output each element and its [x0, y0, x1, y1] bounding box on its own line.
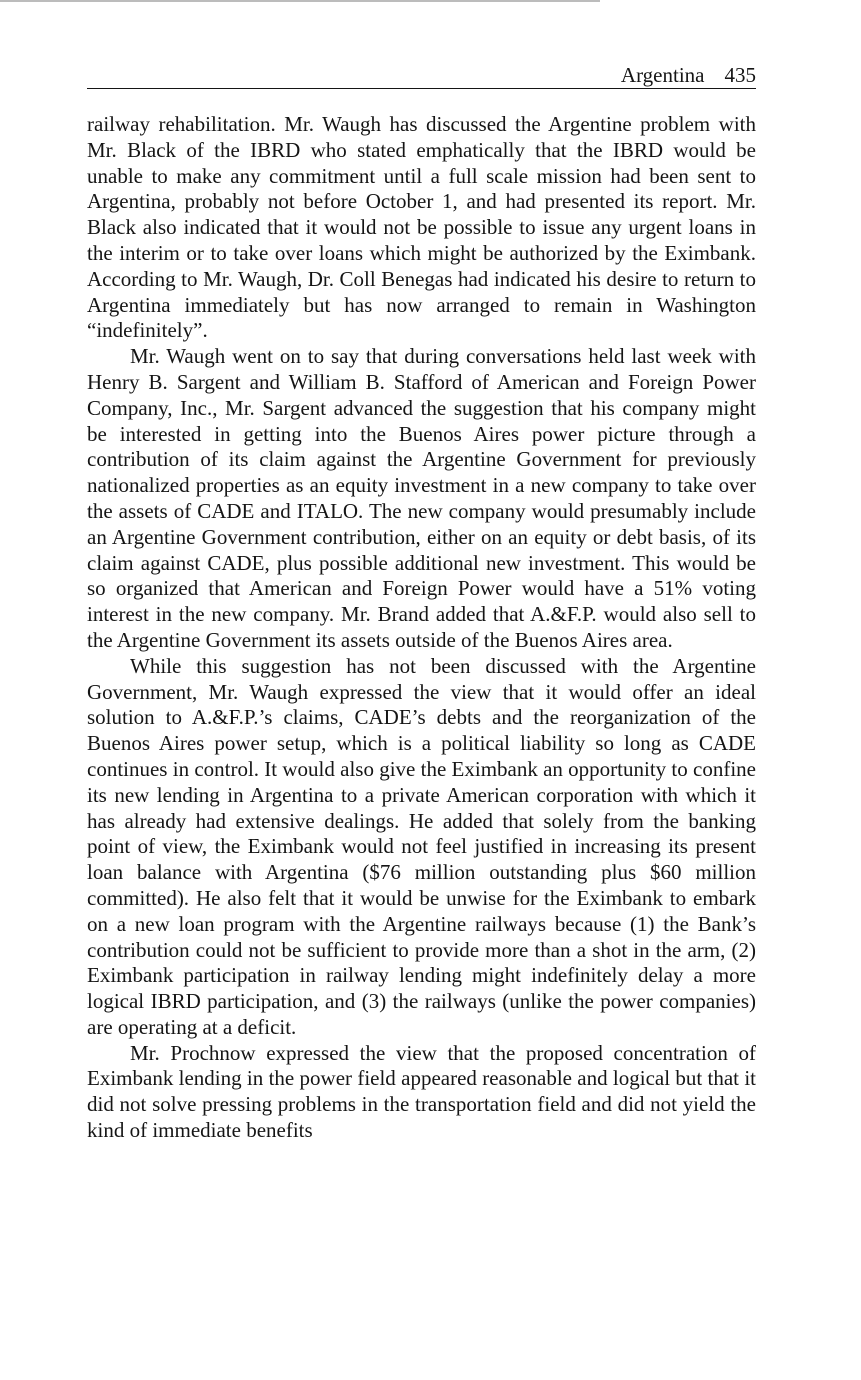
paragraph-3: While this suggestion has not been discussed with the Argentine Government, Mr. Waugh expressed the view that it would offer an ideal solution to A.&F.P.’s claims, CADE’s debts and the reorganization of the Buenos Aires power setup, which is a political liability so long as CADE continues in control. It would also give the Eximbank an opportunity to confine its new lending in Argentina to a private American corporation with which it has already had extensive dealings. He added that solely from the banking point of view, the Eximbank would not feel justified in increasing its present loan balance with Argentina ($76 million outstanding plus $60 million committed). He also felt that it would be unwise for the Eximbank to embark on a new loan program with the Argentine railways because (1) the Bank’s contribution could not be sufficient to provide more than a shot in the arm, (2) Eximbank participation in railway lending might indefinitely delay a more logical IBRD participation, and (3) the railways (unlike the power companies) are operating at a deficit.	[87, 653, 756, 1039]
section-title: Argentina	[620, 63, 705, 87]
body-text	[87, 112, 756, 1144]
top-edge-rule	[0, 0, 600, 2]
page-number: 435	[724, 63, 756, 87]
running-head	[87, 62, 756, 89]
paragraph-2: Mr. Waugh went on to say that during conversations held last week with Henry B. Sargent and William B. Stafford of American and Foreign Power Company, Inc., Mr. Sargent advanced the suggestion that his company might be interested in getting into the Buenos Aires power picture through a contribution of its claim against the Argentine Government for previously nationalized properties as an equity investment in a new company to take over the assets of CADE and ITALO. The new company would presumably include an Argentine Government contribution, either on an equity or debt basis, of its claim against CADE, plus possible additional new investment. This would be so organized that American and Foreign Power would have a 51% voting interest in the new company. Mr. Brand added that A.&F.P. would also sell to the Argentine Government its assets outside of the Buenos Aires area.	[87, 344, 756, 652]
paragraph-4: Mr. Prochnow expressed the view that the proposed concentration of Eximbank lending in the power field appeared reasonable and logical but that it did not solve pressing problems in the transportation field and did not yield the kind of immediate benefits	[87, 1040, 756, 1143]
paragraph-1: railway rehabilitation. Mr. Waugh has discussed the Argentine problem with Mr. Black of the IBRD who stated emphatically that the IBRD would be unable to make any commitment until a full scale mission had been sent to Argentina, probably not before October 1, and had presented its report. Mr. Black also indicated that it would not be possible to issue any urgent loans in the interim or to take over loans which might be authorized by the Eximbank. According to Mr. Waugh, Dr. Coll Benegas had indicated his desire to return to Argentina immediately but has now arranged to remain in Washington “indefinitely”.	[87, 112, 756, 343]
